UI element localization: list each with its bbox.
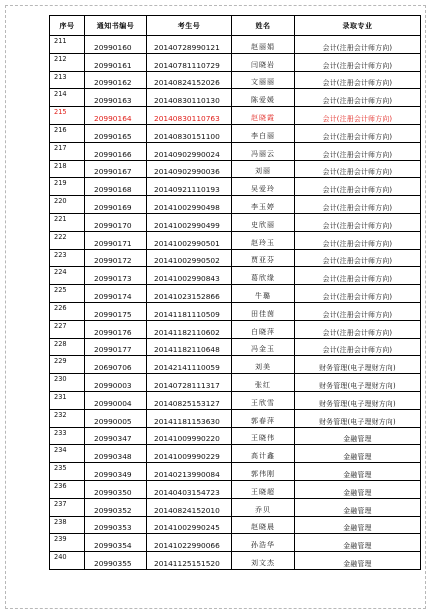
table-header (50, 16, 421, 36)
row-student-name: 陈爱媛 (232, 89, 295, 107)
row-seq: 223 (50, 249, 85, 267)
row-exam-number: 20140902990024 (147, 142, 232, 160)
row-notice-number: 20990164 (85, 107, 147, 125)
row-major: 金融管理 (295, 534, 421, 552)
row-exam-number: 20141125151520 (147, 552, 232, 570)
table-row (50, 249, 421, 267)
row-student-name: 孙浩华 (232, 534, 295, 552)
row-major: 会计(注册会计师方向) (295, 89, 421, 107)
row-seq: 235 (50, 463, 85, 481)
row-exam-number: 20141182110602 (147, 320, 232, 338)
row-student-name: 贾亚芬 (232, 249, 295, 267)
row-major: 财务管理(电子理财方向) (295, 356, 421, 374)
row-exam-number: 20141009990220 (147, 427, 232, 445)
table-body (50, 36, 421, 570)
row-notice-number: 20990166 (85, 142, 147, 160)
row-student-name: 白晓萍 (232, 320, 295, 338)
table-row (50, 124, 421, 142)
table-row (50, 89, 421, 107)
row-notice-number: 20990170 (85, 213, 147, 231)
row-student-name: 牛璐 (232, 285, 295, 303)
row-major: 会计(注册会计师方向) (295, 36, 421, 54)
table-row (50, 445, 421, 463)
row-major: 会计(注册会计师方向) (295, 107, 421, 125)
row-notice-number: 20990175 (85, 302, 147, 320)
row-exam-number: 20140728990121 (147, 36, 232, 54)
row-exam-number: 20140824152010 (147, 498, 232, 516)
row-notice-number: 20990176 (85, 320, 147, 338)
row-notice-number: 20990348 (85, 445, 147, 463)
admission-roster-table (49, 15, 421, 570)
row-student-name: 郭伟刚 (232, 463, 295, 481)
header-row (50, 16, 421, 36)
row-seq: 239 (50, 534, 85, 552)
row-notice-number: 20990354 (85, 534, 147, 552)
row-major: 会计(注册会计师方向) (295, 160, 421, 178)
header-name: 姓名 (232, 16, 295, 36)
row-student-name: 吴爱玲 (232, 178, 295, 196)
row-exam-number: 20141181110509 (147, 302, 232, 320)
row-notice-number: 20990355 (85, 552, 147, 570)
table-row (50, 409, 421, 427)
row-student-name: 乔贝 (232, 498, 295, 516)
row-exam-number: 20140781110729 (147, 53, 232, 71)
row-major: 会计(注册会计师方向) (295, 124, 421, 142)
row-major: 金融管理 (295, 516, 421, 534)
table-row (50, 285, 421, 303)
row-major: 会计(注册会计师方向) (295, 338, 421, 356)
row-exam-number: 20140403154723 (147, 480, 232, 498)
row-student-name: 李白丽 (232, 124, 295, 142)
row-seq: 227 (50, 320, 85, 338)
row-student-name: 张红 (232, 374, 295, 392)
row-seq: 225 (50, 285, 85, 303)
row-exam-number: 20142141110059 (147, 356, 232, 374)
row-major: 金融管理 (295, 445, 421, 463)
row-student-name: 王欣雪 (232, 391, 295, 409)
row-major: 金融管理 (295, 552, 421, 570)
table-row (50, 498, 421, 516)
row-seq: 222 (50, 231, 85, 249)
row-exam-number: 20141181153630 (147, 409, 232, 427)
row-major: 会计(注册会计师方向) (295, 196, 421, 214)
row-major: 财务管理(电子理财方向) (295, 374, 421, 392)
row-notice-number: 20990352 (85, 498, 147, 516)
row-exam-number: 20140824152026 (147, 71, 232, 89)
row-seq: 224 (50, 267, 85, 285)
row-notice-number: 20990169 (85, 196, 147, 214)
row-major: 金融管理 (295, 463, 421, 481)
row-major: 会计(注册会计师方向) (295, 142, 421, 160)
row-student-name: 冯金玉 (232, 338, 295, 356)
row-notice-number: 20990172 (85, 249, 147, 267)
row-seq: 238 (50, 516, 85, 534)
row-student-name: 田佳茵 (232, 302, 295, 320)
table-row (50, 463, 421, 481)
row-exam-number: 20140213990084 (147, 463, 232, 481)
row-student-name: 王晓伟 (232, 427, 295, 445)
row-student-name: 郭春萍 (232, 409, 295, 427)
row-seq: 214 (50, 89, 85, 107)
table-row (50, 178, 421, 196)
table-row (50, 374, 421, 392)
header-exam-number: 考生号 (147, 16, 232, 36)
row-notice-number: 20990353 (85, 516, 147, 534)
row-major: 会计(注册会计师方向) (295, 267, 421, 285)
row-student-name: 王晓超 (232, 480, 295, 498)
row-student-name: 刘文杰 (232, 552, 295, 570)
row-seq: 213 (50, 71, 85, 89)
row-student-name: 葛欣缘 (232, 267, 295, 285)
row-seq: 216 (50, 124, 85, 142)
row-student-name: 刘美 (232, 356, 295, 374)
row-seq: 232 (50, 409, 85, 427)
row-student-name: 史欣丽 (232, 213, 295, 231)
row-exam-number: 20141002990843 (147, 267, 232, 285)
table-row (50, 213, 421, 231)
row-notice-number: 20990005 (85, 409, 147, 427)
table-row (50, 320, 421, 338)
row-student-name: 赵玲玉 (232, 231, 295, 249)
row-seq: 218 (50, 160, 85, 178)
row-major: 会计(注册会计师方向) (295, 178, 421, 196)
row-exam-number: 20141002990498 (147, 196, 232, 214)
row-notice-number: 20690706 (85, 356, 147, 374)
table-row (50, 142, 421, 160)
row-notice-number: 20990003 (85, 374, 147, 392)
table-row (50, 516, 421, 534)
row-major: 会计(注册会计师方向) (295, 302, 421, 320)
row-notice-number: 20990347 (85, 427, 147, 445)
row-seq: 234 (50, 445, 85, 463)
row-exam-number: 20141023152866 (147, 285, 232, 303)
row-notice-number: 20990174 (85, 285, 147, 303)
row-exam-number: 20141002990501 (147, 231, 232, 249)
row-seq: 220 (50, 196, 85, 214)
row-exam-number: 20140728111317 (147, 374, 232, 392)
row-exam-number: 20140830110130 (147, 89, 232, 107)
table-row (50, 338, 421, 356)
row-major: 会计(注册会计师方向) (295, 320, 421, 338)
table-row (50, 427, 421, 445)
row-major: 金融管理 (295, 480, 421, 498)
table-row (50, 356, 421, 374)
row-major: 金融管理 (295, 498, 421, 516)
row-student-name: 刘丽 (232, 160, 295, 178)
row-seq: 236 (50, 480, 85, 498)
table-row (50, 36, 421, 54)
row-student-name: 赵丽娟 (232, 36, 295, 54)
row-seq: 221 (50, 213, 85, 231)
row-exam-number: 20141182110648 (147, 338, 232, 356)
row-notice-number: 20990162 (85, 71, 147, 89)
row-seq: 212 (50, 53, 85, 71)
row-student-name: 高计鑫 (232, 445, 295, 463)
row-major: 会计(注册会计师方向) (295, 53, 421, 71)
table-row (50, 267, 421, 285)
row-major: 金融管理 (295, 427, 421, 445)
row-exam-number: 20141002990245 (147, 516, 232, 534)
row-notice-number: 20990163 (85, 89, 147, 107)
row-student-name: 冯丽云 (232, 142, 295, 160)
row-exam-number: 20141009990229 (147, 445, 232, 463)
table-row (50, 53, 421, 71)
row-seq: 237 (50, 498, 85, 516)
row-seq: 231 (50, 391, 85, 409)
table-row (50, 534, 421, 552)
row-major: 会计(注册会计师方向) (295, 285, 421, 303)
row-student-name: 李玉婷 (232, 196, 295, 214)
header-major: 录取专业 (295, 16, 421, 36)
row-student-name: 赵晓霞 (232, 107, 295, 125)
row-major: 会计(注册会计师方向) (295, 231, 421, 249)
row-student-name: 闫晓岩 (232, 53, 295, 71)
header-notice-number: 通知书编号 (85, 16, 147, 36)
row-notice-number: 20990171 (85, 231, 147, 249)
row-notice-number: 20990177 (85, 338, 147, 356)
row-seq: 229 (50, 356, 85, 374)
table-row (50, 231, 421, 249)
row-seq: 219 (50, 178, 85, 196)
document-page (5, 5, 426, 609)
row-seq: 217 (50, 142, 85, 160)
row-exam-number: 20140830151100 (147, 124, 232, 142)
table-row (50, 71, 421, 89)
header-seq: 序号 (50, 16, 85, 36)
row-exam-number: 20141002990499 (147, 213, 232, 231)
row-major: 会计(注册会计师方向) (295, 213, 421, 231)
row-exam-number: 20140921110193 (147, 178, 232, 196)
row-major: 会计(注册会计师方向) (295, 71, 421, 89)
row-major: 财务管理(电子理财方向) (295, 391, 421, 409)
row-exam-number: 20141022990066 (147, 534, 232, 552)
table-row (50, 302, 421, 320)
row-notice-number: 20990004 (85, 391, 147, 409)
row-seq: 226 (50, 302, 85, 320)
row-notice-number: 20990165 (85, 124, 147, 142)
table-row (50, 480, 421, 498)
row-major: 财务管理(电子理财方向) (295, 409, 421, 427)
table-row (50, 552, 421, 570)
row-student-name: 文丽丽 (232, 71, 295, 89)
table-row (50, 391, 421, 409)
row-major: 会计(注册会计师方向) (295, 249, 421, 267)
table-row (50, 160, 421, 178)
row-exam-number: 20141002990502 (147, 249, 232, 267)
row-seq: 211 (50, 36, 85, 54)
row-notice-number: 20990160 (85, 36, 147, 54)
row-notice-number: 20990168 (85, 178, 147, 196)
row-seq: 228 (50, 338, 85, 356)
row-notice-number: 20990161 (85, 53, 147, 71)
row-seq: 215 (50, 107, 85, 125)
row-seq: 230 (50, 374, 85, 392)
row-notice-number: 20990349 (85, 463, 147, 481)
row-seq: 240 (50, 552, 85, 570)
row-notice-number: 20990350 (85, 480, 147, 498)
row-exam-number: 20140830110763 (147, 107, 232, 125)
table-row (50, 196, 421, 214)
row-exam-number: 20140902990036 (147, 160, 232, 178)
row-notice-number: 20990167 (85, 160, 147, 178)
row-exam-number: 20140825153127 (147, 391, 232, 409)
row-student-name: 赵晓晨 (232, 516, 295, 534)
table-row (50, 107, 421, 125)
row-notice-number: 20990173 (85, 267, 147, 285)
row-seq: 233 (50, 427, 85, 445)
